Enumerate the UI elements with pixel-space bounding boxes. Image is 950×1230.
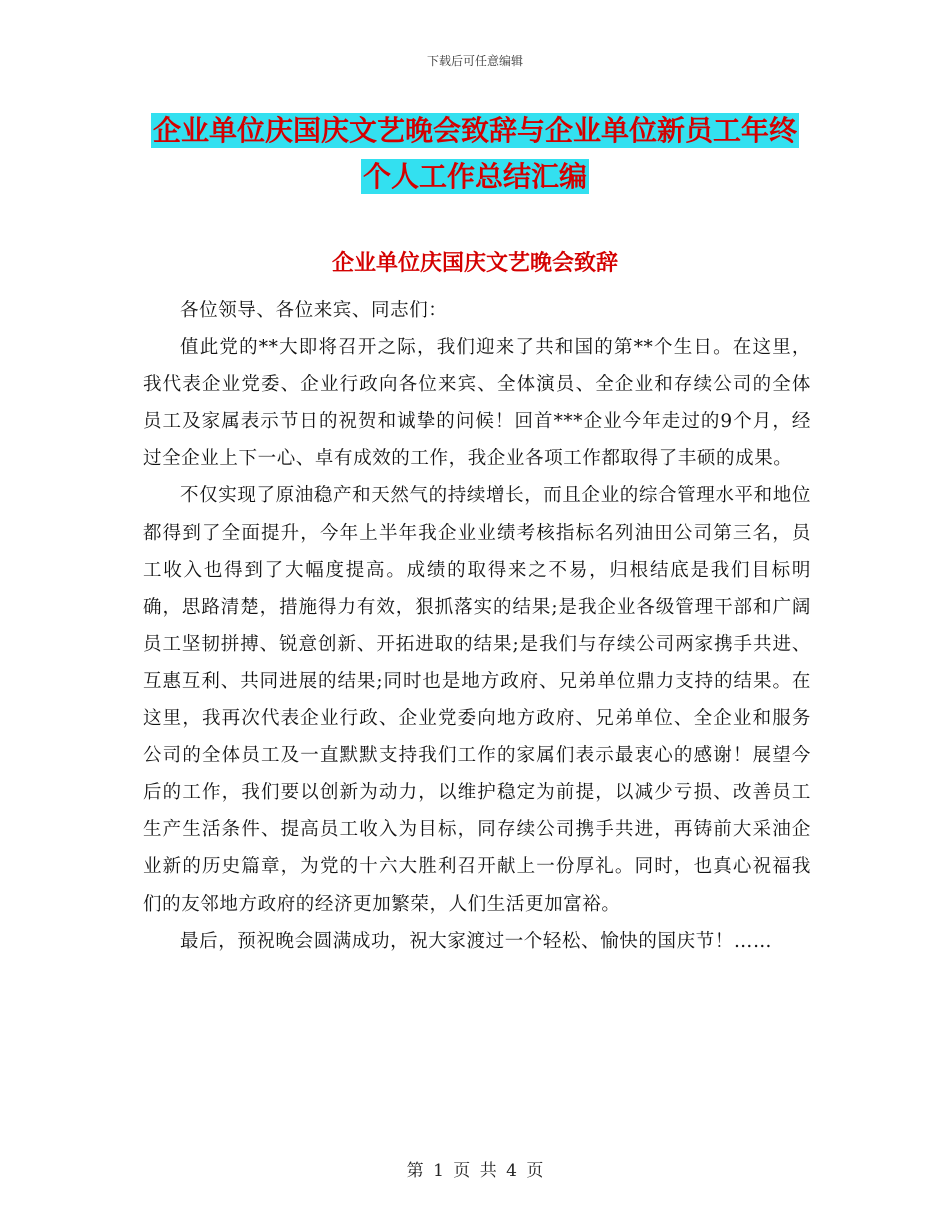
body-paragraph: 值此党的**大即将召开之际，我们迎来了共和国的第**个生日。在这里，我代表企业党委、企业行政向各位来宾、全体演员、全企业和存续公司的全体员工及家属表示节日的祝贺和诚挚的问候！回首***企业今年走过的9个月，经过全企业上下一心、卓有成效的工作，我企业各项工作都取得了丰硕的成果。 [143, 337, 811, 470]
section-title: 企业单位庆国庆文艺晚会致辞 [331, 251, 618, 276]
page-number-footer: 第 1 页 共 4 页 [406, 1161, 544, 1181]
document-title-line-2: 个人工作总结汇编 [362, 160, 587, 193]
page-header-note: 下载后可任意编辑 [426, 54, 523, 68]
salutation-paragraph: 各位领导、各位来宾、同志们： [180, 300, 448, 321]
closing-paragraph: 最后，预祝晚会圆满成功，祝大家渡过一个轻松、愉快的国庆节！…… [180, 930, 773, 952]
document-title-line-1: 企业单位庆国庆文艺晚会致辞与企业单位新员工年终 [152, 114, 797, 147]
document-title [120, 108, 830, 200]
body-paragraph: 不仅实现了原油稳产和天然气的持续增长，而且企业的综合管理水平和地位都得到了全面提升，今年上半年我企业业绩考核指标名列油田公司第三名，员工收入也得到了大幅度提高。成绩的取得来之不易，归根结底是我们目标明确，思路清楚，措施得力有效，狠抓落实的结果;是我企业各级管理干部和广阔员工坚韧拼搏、锐意创新、开拓进取的结果;是我们与存续公司两家携手共进、互惠互利、共同进展的结果;同时也是地方政府、兄弟单位鼎力支持的结果。在这里，我再次代表企业行政、企业党委向地方政府、兄弟单位、全企业和服务公司的全体员工及一直默默支持我们工作的家属们表示最衷心的感谢！展望今后的工作，我们要以创新为动力，以维护稳定为前提，以减少亏损、改善员工生产生活条件、提高员工收入为目标，同存续公司携手共进，再铸前大采油企业新的历史篇章，为党的十六大胜利召开献上一份厚礼。同时，也真心祝福我们的友邻地方政府的经济更加繁荣，人们生活更加富裕。 [143, 485, 811, 915]
document-body [143, 292, 811, 960]
